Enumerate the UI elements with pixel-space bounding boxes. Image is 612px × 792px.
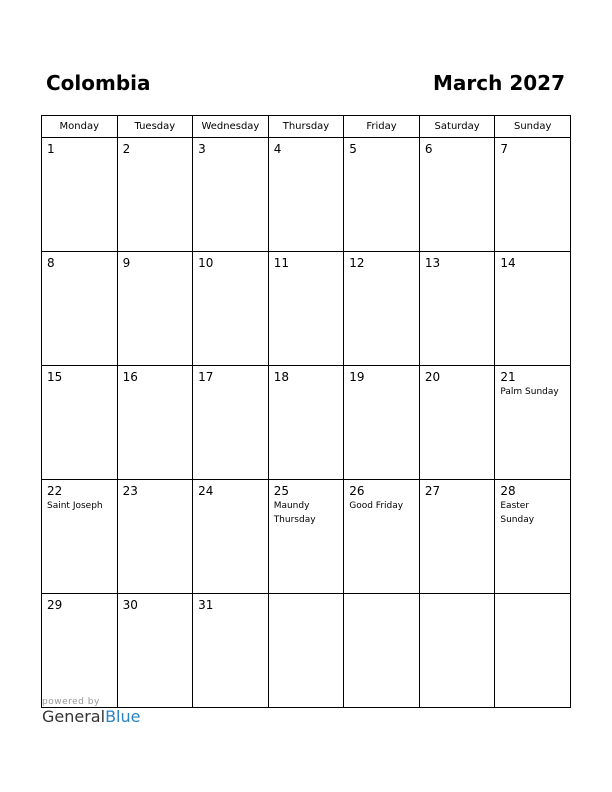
day-number: 22 bbox=[47, 484, 63, 498]
day-cell bbox=[193, 594, 269, 708]
day-cell bbox=[419, 138, 495, 252]
day-cell bbox=[344, 138, 420, 252]
holiday-label: Maundy Thursday bbox=[273, 501, 316, 525]
day-cell bbox=[268, 594, 344, 708]
day-number: 12 bbox=[349, 256, 365, 270]
day-number: 18 bbox=[273, 370, 289, 384]
day-number: 6 bbox=[424, 142, 433, 156]
day-number: 27 bbox=[424, 484, 441, 498]
day-cell bbox=[193, 480, 269, 594]
day-number: 20 bbox=[424, 370, 441, 384]
day-number: 25 bbox=[273, 484, 289, 498]
day-number: 28 bbox=[500, 484, 516, 498]
day-cell bbox=[268, 366, 344, 480]
holiday-label: Saint Joseph bbox=[47, 501, 103, 511]
weekday-header-row bbox=[42, 116, 571, 138]
day-cell bbox=[42, 480, 118, 594]
brand-name-part2: Blue bbox=[105, 707, 141, 726]
day-cell bbox=[419, 366, 495, 480]
day-number: 2 bbox=[122, 142, 131, 156]
day-cell bbox=[268, 138, 344, 252]
day-cell bbox=[42, 594, 118, 708]
day-cell bbox=[193, 252, 269, 366]
day-number: 30 bbox=[122, 598, 138, 612]
holiday-label: Good Friday bbox=[349, 501, 404, 511]
day-cell bbox=[419, 480, 495, 594]
day-cell bbox=[495, 366, 571, 480]
day-cell bbox=[117, 366, 193, 480]
calendar-month-title: March 2027 bbox=[433, 71, 565, 95]
day-number: 15 bbox=[47, 370, 63, 384]
day-cell bbox=[193, 366, 269, 480]
day-cell bbox=[495, 480, 571, 594]
day-cell bbox=[495, 138, 571, 252]
day-number: 10 bbox=[198, 256, 214, 270]
week-row bbox=[42, 366, 571, 480]
weekday-header: Wednesday bbox=[193, 116, 269, 138]
day-cell bbox=[42, 138, 118, 252]
day-cell bbox=[419, 594, 495, 708]
weekday-header: Saturday bbox=[419, 116, 495, 138]
day-cell bbox=[344, 252, 420, 366]
day-number: 9 bbox=[122, 256, 131, 270]
day-number: 11 bbox=[273, 256, 289, 270]
weekday-header: Friday bbox=[344, 116, 420, 138]
day-number: 24 bbox=[198, 484, 214, 498]
day-number: 13 bbox=[424, 256, 441, 270]
day-number: 14 bbox=[500, 256, 516, 270]
day-cell bbox=[268, 480, 344, 594]
day-number: 8 bbox=[47, 256, 55, 270]
day-cell bbox=[344, 594, 420, 708]
calendar-body bbox=[42, 138, 571, 708]
week-row bbox=[42, 594, 571, 708]
day-number: 16 bbox=[122, 370, 138, 384]
footer-branding bbox=[42, 697, 140, 726]
weekday-header: Monday bbox=[42, 116, 118, 138]
day-number: 3 bbox=[198, 142, 206, 156]
day-cell bbox=[117, 594, 193, 708]
day-cell bbox=[344, 480, 420, 594]
weekday-header: Sunday bbox=[495, 116, 571, 138]
powered-by-text: powered by bbox=[42, 697, 100, 707]
day-number: 29 bbox=[47, 598, 63, 612]
day-cell bbox=[42, 366, 118, 480]
day-number: 23 bbox=[122, 484, 138, 498]
day-cell bbox=[117, 480, 193, 594]
day-cell bbox=[419, 252, 495, 366]
day-cell bbox=[117, 252, 193, 366]
day-cell bbox=[42, 252, 118, 366]
day-number: 1 bbox=[47, 142, 55, 156]
day-cell bbox=[344, 366, 420, 480]
day-number: 5 bbox=[349, 142, 357, 156]
day-cell bbox=[495, 252, 571, 366]
day-cell bbox=[117, 138, 193, 252]
day-number: 19 bbox=[349, 370, 365, 384]
day-number: 7 bbox=[500, 142, 509, 156]
day-number: 26 bbox=[349, 484, 365, 498]
day-number: 17 bbox=[198, 370, 214, 384]
weekday-header: Tuesday bbox=[117, 116, 193, 138]
week-row bbox=[42, 480, 571, 594]
day-number: 4 bbox=[273, 142, 282, 156]
weekday-header: Thursday bbox=[268, 116, 344, 138]
day-number: 31 bbox=[198, 598, 214, 612]
brand-logo[interactable] bbox=[42, 707, 140, 726]
day-cell bbox=[268, 252, 344, 366]
calendar-grid bbox=[41, 115, 571, 708]
holiday-label: Palm Sunday bbox=[500, 387, 559, 397]
holiday-label: Easter Sunday bbox=[500, 501, 535, 525]
week-row bbox=[42, 252, 571, 366]
day-cell bbox=[193, 138, 269, 252]
day-number: 21 bbox=[500, 370, 516, 384]
calendar-country-title: Colombia bbox=[46, 71, 151, 95]
day-cell bbox=[495, 594, 571, 708]
week-row bbox=[42, 138, 571, 252]
brand-name-part1: General bbox=[42, 707, 106, 726]
